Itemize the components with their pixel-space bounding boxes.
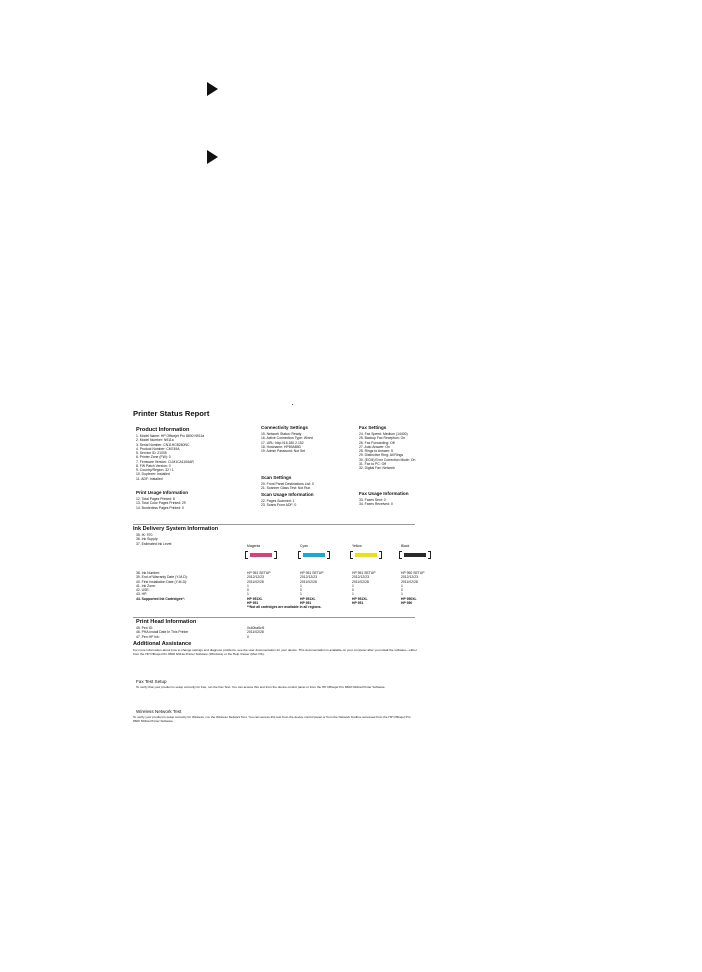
- print-usage-list: [136, 497, 186, 510]
- row-label: 41. Ink Zone:: [136, 583, 156, 588]
- ink-row-labels: [136, 571, 188, 601]
- table-cell: HP 951XL: [352, 596, 368, 601]
- ink-footnote: **Not all cartridges are available in all regions.: [247, 605, 322, 609]
- scan-speck: [292, 404, 293, 405]
- list-item: 18. Hostname: HP69A85D: [261, 444, 301, 449]
- list-item: 25. Backup Fax Reception: On: [359, 436, 406, 441]
- table-cell: HP 951XL: [300, 596, 316, 601]
- ink-level-bar-yellow: [355, 553, 377, 557]
- row-label: 42. USE:: [136, 588, 150, 592]
- table-cell: 0: [247, 588, 249, 592]
- list-item: 37. Estimated Ink Level:: [136, 541, 173, 546]
- table-cell: 1: [300, 583, 302, 588]
- connectivity-list: [261, 432, 313, 453]
- ink-column-yellow: Yellow: [352, 544, 362, 548]
- ink-level-gauge-black: [399, 551, 431, 559]
- fax-settings-heading: Fax Settings: [359, 425, 387, 430]
- list-item: 8. FW Patch Version: 0: [136, 463, 171, 468]
- table-cell: 0: [300, 588, 302, 592]
- table-cell: 2012/12/23: [300, 575, 317, 580]
- bullet-triangle-icon: [207, 150, 218, 164]
- list-item: 34. Faxes Received: 0: [359, 502, 393, 507]
- list-item: 7. Firmware Version: CLM1CA1106AR: [136, 459, 194, 464]
- list-item: 12. Total Pages Printed: 8: [136, 497, 175, 501]
- connectivity-heading: Connectivity Settings: [261, 425, 308, 430]
- row-label: 44. Supported Ink Cartridges*:: [136, 596, 185, 601]
- list-item: 16. Active Connection Type: Wired: [261, 436, 313, 441]
- list-item: 14. Borderless Pages Printed: 0: [136, 505, 184, 510]
- list-item: 26. Fax Forwarding: Off: [359, 440, 395, 445]
- ink-column-cyan: Cyan: [300, 544, 308, 548]
- ink-column-magenta: Magenta: [247, 544, 261, 548]
- list-item: 3. Serial Number: CN11HCB260NC: [136, 442, 190, 447]
- table-cell: 2012/12/23: [247, 575, 264, 580]
- scan-usage-heading: Scan Usage Information: [261, 492, 314, 497]
- table-cell: HP 950: [401, 600, 413, 605]
- ink-level-bar-black: [404, 553, 426, 557]
- ink-values-yellow: [352, 571, 376, 605]
- table-cell: 2011/02/28: [352, 579, 369, 584]
- fax-test-text: To verify that your product is setup correctly for Fax, run the Fax Test. You can access this test from the device control panel or from the HP Officejet Pro 8600 N911a Printer Software.: [136, 685, 386, 689]
- list-item: 22. Pages Scanned: 1: [261, 499, 295, 503]
- row-label: 47. Pen HP Ink:: [136, 634, 160, 639]
- row-label: 46. PHA Install Date In This Printer: [136, 630, 189, 635]
- list-item: 10. Duplexer: Installed: [136, 472, 170, 477]
- table-cell: HP 951: [247, 600, 259, 605]
- list-item: 31. Fax to PC: Off: [359, 461, 387, 466]
- ink-level-gauge-yellow: [350, 551, 382, 559]
- table-cell: 2011/02/28: [247, 630, 264, 635]
- row-label: 45. Pen ID:: [136, 626, 153, 630]
- row-label: 39. End of Warranty Date (Y-M-D):: [136, 575, 188, 580]
- fax-test-heading: Fax Test Setup: [136, 679, 167, 684]
- printhead-labels: [136, 626, 188, 639]
- list-item: 24. Fax Speed: Medium (14400): [359, 432, 408, 436]
- list-item: 1. Model Name: HP Officejet Pro 8600 N911a: [136, 434, 205, 438]
- list-item: 23. Scans From ADF: 0: [261, 503, 297, 508]
- list-item: 17. URL: http://16.180.2.152: [261, 440, 304, 445]
- table-cell: 1: [401, 592, 403, 597]
- fax-settings-list: [359, 432, 415, 470]
- fax-usage-heading: Fax Usage Information: [359, 491, 409, 496]
- list-item: 20. Front Panel Destinations List: 0: [261, 482, 314, 486]
- ink-system-heading: Ink Delivery System Information: [133, 526, 219, 532]
- list-item: 32. Digital Fax: Network: [359, 466, 395, 470]
- list-item: 21. Scanner Glass Test: Not Run: [261, 486, 311, 491]
- list-item: 5. Service ID: 21005: [136, 451, 167, 455]
- table-cell: 2011/02/28: [401, 579, 418, 584]
- list-item: 36. Ink Supply:: [136, 537, 159, 542]
- row-label: 40. First Installation Date (Y-M-D):: [136, 579, 188, 584]
- list-item: 4. Product Number: CM749A: [136, 446, 180, 451]
- scan-settings-heading: Scan Settings: [261, 475, 292, 480]
- table-cell: HP 951 SETUP: [247, 571, 271, 575]
- ink-values-black: [401, 571, 425, 605]
- ink-level-gauge-cyan: [298, 551, 330, 559]
- ink-column-black: Black: [401, 544, 410, 548]
- list-item: 33. Faxes Sent: 0: [359, 498, 386, 502]
- list-item: 13. Total Color Pages Printed: 29: [136, 501, 186, 506]
- table-cell: 0: [352, 588, 354, 592]
- assistance-heading: Additional Assistance: [133, 641, 192, 647]
- print-usage-heading: Print Usage Information: [136, 490, 189, 495]
- list-item: 2. Model Number: N911a: [136, 438, 174, 443]
- list-item: 28. Rings to Answer: 5: [359, 449, 393, 453]
- table-cell: 0: [247, 634, 249, 639]
- table-cell: 1: [352, 583, 354, 588]
- product-info-heading: Product Information: [136, 427, 190, 433]
- table-cell: 0x40ba5cf1: [247, 626, 265, 630]
- ink-values-magenta: [247, 571, 271, 605]
- table-cell: 2011/02/28: [247, 579, 264, 584]
- fax-usage-list: [359, 498, 393, 507]
- table-cell: 1: [247, 583, 249, 588]
- ink-level-bar-cyan: [303, 553, 325, 557]
- list-item: 35. IK: 970: [136, 533, 153, 537]
- table-cell: 1: [352, 592, 354, 597]
- product-info-list: [136, 434, 204, 481]
- table-cell: HP 951 SETUP: [352, 571, 376, 575]
- table-cell: 2012/12/23: [352, 575, 369, 580]
- table-cell: HP 951XL: [247, 596, 263, 601]
- divider: [133, 617, 415, 618]
- table-cell: 1: [300, 592, 302, 597]
- table-cell: 1: [247, 592, 249, 597]
- wireless-test-heading: Wireless Network Test: [136, 709, 182, 714]
- ink-level-gauge-magenta: [245, 551, 277, 559]
- list-item: 9. Country/Region: 32 / 1: [136, 468, 174, 472]
- divider: [133, 524, 415, 525]
- table-cell: 0: [401, 588, 403, 592]
- table-cell: HP 950XL: [401, 596, 417, 601]
- wireless-test-text: To verify your product is setup correctly for Wireless, run the Wireless Network Test. You can access this test from the device control panel or from the Network Toolbox accessed from the HP Officejet Pro 8600 N911a Printer Software.: [133, 715, 411, 724]
- printhead-values: [247, 626, 265, 639]
- list-item: 29. Distinctive Ring: All Rings: [359, 453, 404, 458]
- ink-level-bar-magenta: [250, 553, 272, 557]
- ink-values-cyan: [300, 571, 324, 605]
- list-item: 27. Auto Answer: On: [359, 444, 390, 449]
- bullet-triangle-icon: [207, 82, 218, 96]
- list-item: 15. Network Status: Ready: [261, 432, 302, 436]
- ink-top-list: [136, 533, 172, 546]
- scan-usage-list: [261, 499, 296, 508]
- printhead-heading: Print Head Information: [136, 619, 197, 625]
- list-item: 19. Admin Password: Not Set: [261, 449, 306, 453]
- table-cell: HP 950 SETUP: [401, 571, 425, 575]
- table-cell: 2012/12/23: [401, 575, 418, 580]
- printer-status-report: [127, 398, 425, 768]
- scan-settings-list: [261, 482, 314, 491]
- row-label: 43. HP:: [136, 592, 148, 597]
- list-item: 11. ADF: Installed: [136, 476, 163, 481]
- list-item: 6. Printer Zone (FW): 0: [136, 455, 171, 460]
- row-label: 38. Ink Number:: [136, 571, 161, 575]
- table-cell: 1: [401, 583, 403, 588]
- table-cell: HP 951: [300, 600, 312, 605]
- table-cell: HP 951: [352, 600, 364, 605]
- list-item: 30. (ECM) Error Correction Mode: On: [359, 457, 416, 462]
- assistance-text: For more information about how to change settings and diagnose problems, see the user documentation for your device. This documentation is available on your computer after you install the software—either from the HP Officejet Pro 8600 N911a Printer Software (Windows) or the Help Viewer (Mac OS).: [133, 648, 417, 657]
- report-title: Printer Status Report: [133, 409, 210, 418]
- table-cell: 2011/02/28: [300, 579, 317, 584]
- table-cell: HP 951 SETUP: [300, 571, 324, 575]
